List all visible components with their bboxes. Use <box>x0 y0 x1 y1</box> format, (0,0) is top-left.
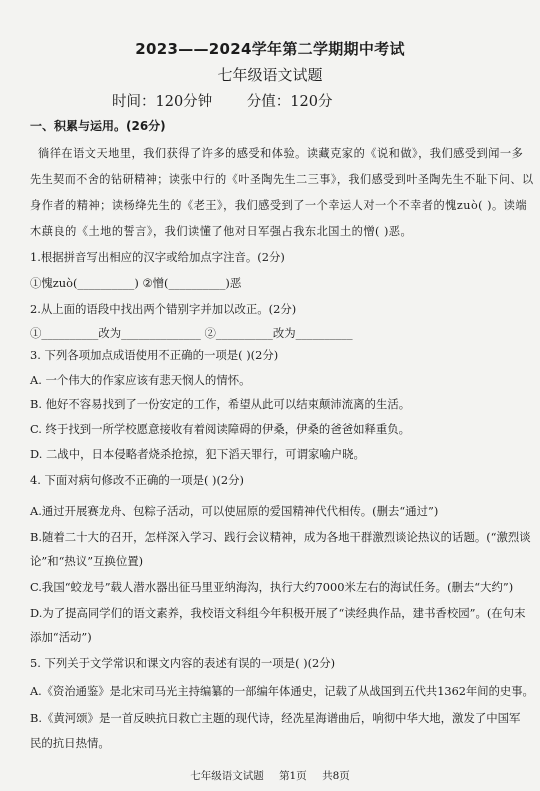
option-d-cont: 添加“活动”) <box>30 630 92 644</box>
question-3: 3. 下列各项加点成语使用不正确的一项是( )(2分) <box>30 348 279 362</box>
footer-subject: 七年级语文试题 <box>190 770 264 782</box>
exam-title: 2023——2024学年第二学期期中考试 <box>135 40 405 58</box>
option-b: B.《黄河颂》是一首反映抗日救亡主题的现代诗，经冼星海谱曲后，响彻中华大地，激发了中国军 <box>30 711 521 725</box>
question-5: 5. 下列关于文学常识和课文内容的表述有误的一项是( )(2分) <box>30 656 336 670</box>
option-b-cont: 论”和“热议”互换位置) <box>30 554 144 568</box>
exam-meta <box>112 90 362 111</box>
option-c: C.我国“蛟龙号”载人潜水器出征马里亚纳海沟，执行大约7000米左右的海试任务。(删去“大约”) <box>30 580 514 594</box>
question-1-blanks: ①愧zuò(__________) ②憎(__________)恶 <box>30 276 242 290</box>
option-a: A. 一个伟大的作家应该有悲天悯人的情怀。 <box>30 373 251 387</box>
question-1: 1.根据拼音写出相应的汉字或给加点字注音。(2分) <box>30 250 285 264</box>
option-a: A.通过开展赛龙舟、包粽子活动，可以使屈原的爱国精神代代相传。(删去“通过”) <box>30 504 439 518</box>
option-c: C. 终于找到一所学校愿意接收有着阅读障碍的伊桑，伊桑的爸爸如释重负。 <box>30 422 411 436</box>
footer-page: 第1页 <box>279 770 307 782</box>
passage-line: 先生契而不舍的钻研精神；读张中行的《叶圣陶先生二三事》，我们感受到叶圣陶先生不耻下问、以 <box>30 173 534 186</box>
question-2: 2.从上面的语段中找出两个错别字并加以改正。(2分) <box>30 302 297 316</box>
footer-total: 共8页 <box>322 770 350 782</box>
page-footer <box>0 768 540 783</box>
exam-subtitle: 七年级语文试题 <box>217 66 323 84</box>
passage-line: 木蕻良的《土地的誓言》，我们读懂了他对日军强占我东北国土的憎( )恶。 <box>30 225 413 238</box>
option-b: B.随着二十大的召开，怎样深入学习、践行会议精神，成为各地干群激烈谈论热议的话题。(“激烈谈 <box>30 530 531 544</box>
option-b: B. 他好不容易找到了一份安定的工作，希望从此可以结束颠沛流离的生活。 <box>30 397 411 411</box>
exam-score: 分值：120分 <box>246 94 333 110</box>
passage-line: 身作者的精神；读杨绛先生的《老王》，我们感受到了一个幸运人对一个不幸者的愧zuò( )。读端 <box>30 199 528 212</box>
passage-line: 徜徉在语文天地里，我们获得了许多的感受和体验。读藏克家的《说和做》，我们感受到闻一多 <box>38 147 524 160</box>
question-2-blanks: ①__________改为______________ ②__________改为__________ <box>30 326 353 340</box>
option-d: D. 二战中，日本侵略者烧杀抢掠，犯下滔天罪行，可谓家喻户晓。 <box>30 447 365 461</box>
exam-time: 时间：120分钟 <box>112 94 213 110</box>
question-4: 4. 下面对病句修改不正确的一项是( )(2分) <box>30 473 244 487</box>
option-d: D.为了提高同学们的语文素养，我校语文科组今年积极开展了“读经典作品，建书香校园”。(在句末 <box>30 606 526 620</box>
option-b-cont: 民的抗日热情。 <box>30 736 110 750</box>
section-heading: 一、积累与运用。(26分) <box>30 119 166 133</box>
option-a: A.《资治通鉴》是北宋司马光主持编纂的一部编年体通史，记载了从战国到五代共1362年间的史事。 <box>30 684 534 698</box>
